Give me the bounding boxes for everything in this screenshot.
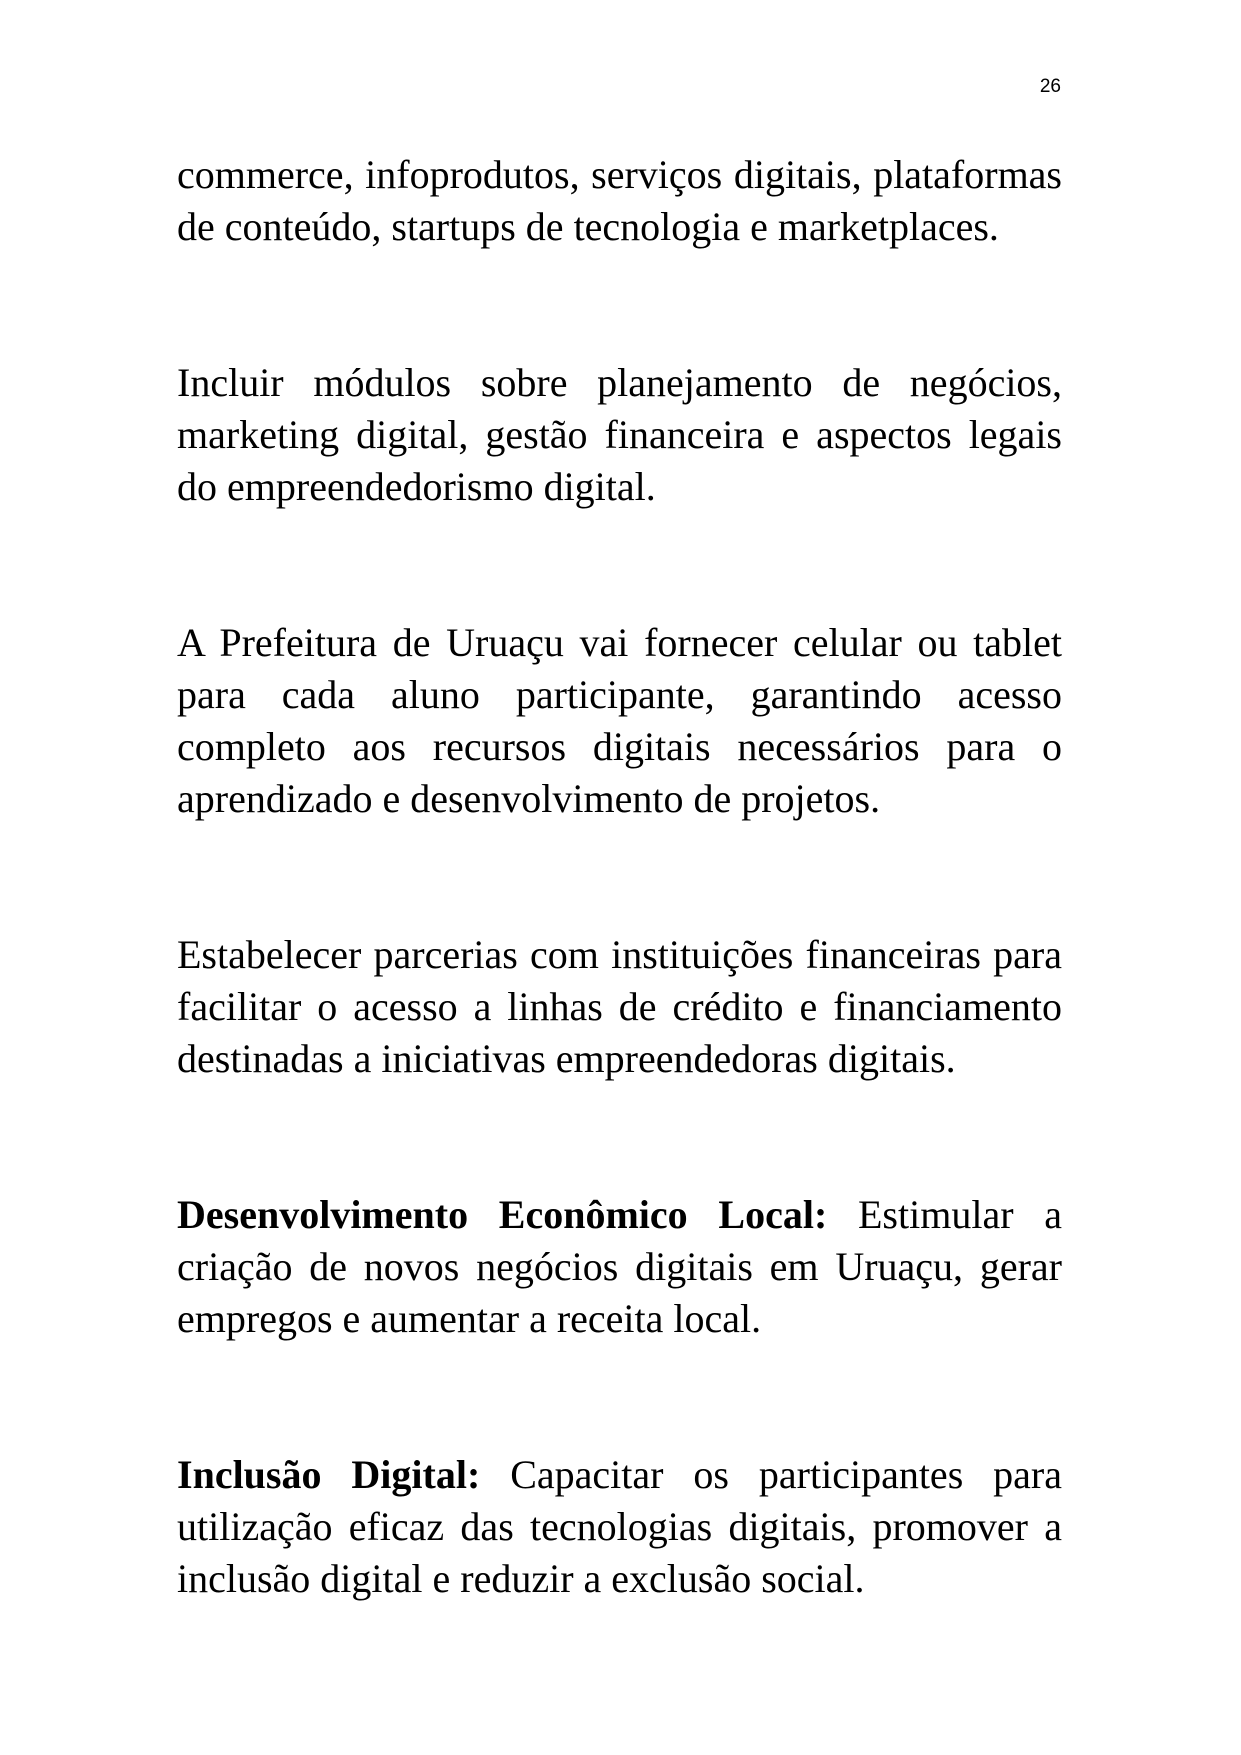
- paragraph-partnerships: [177, 929, 1062, 1085]
- paragraph-text: Estimular a criação de novos negócios digitais em Uruaçu, gerar empregos e aumentar a receita local.: [177, 1192, 1063, 1341]
- paragraph-economic-development: [177, 1189, 1062, 1345]
- paragraph-text: commerce, infoprodutos, serviços digitais, plataformas de conteúdo, startups de tecnologia e marketplaces.: [177, 152, 1062, 249]
- paragraph-text: Capacitar os participantes para utilização eficaz das tecnologias digitais, promover a inclusão digital e reduzir a exclusão social.: [177, 1452, 1063, 1601]
- paragraph-ecommerce-list: [177, 149, 1062, 253]
- paragraph-text: A Prefeitura de Uruaçu vai fornecer celular ou tablet para cada aluno participante, garantindo acesso completo aos recursos digitais necessários para o aprendizado e desenvolvimento de projetos.: [177, 620, 1062, 821]
- body-text: [177, 149, 1062, 1605]
- paragraph-lead: Inclusão Digital:: [177, 1452, 481, 1497]
- paragraph-digital-inclusion: [177, 1449, 1062, 1605]
- paragraph-text: Incluir módulos sobre planejamento de negócios, marketing digital, gestão financeira e aspectos legais do empreendedorismo digital.: [177, 360, 1062, 509]
- page-number: 26: [1039, 76, 1061, 97]
- paragraph-devices: [177, 617, 1062, 825]
- paragraph-text: Estabelecer parcerias com instituições financeiras para facilitar o acesso a linhas de crédito e financiamento destinadas a iniciativas empreendedoras digitais.: [177, 932, 1062, 1081]
- paragraph-lead: Desenvolvimento Econômico Local:: [177, 1192, 828, 1237]
- paragraph-modules: [177, 357, 1062, 513]
